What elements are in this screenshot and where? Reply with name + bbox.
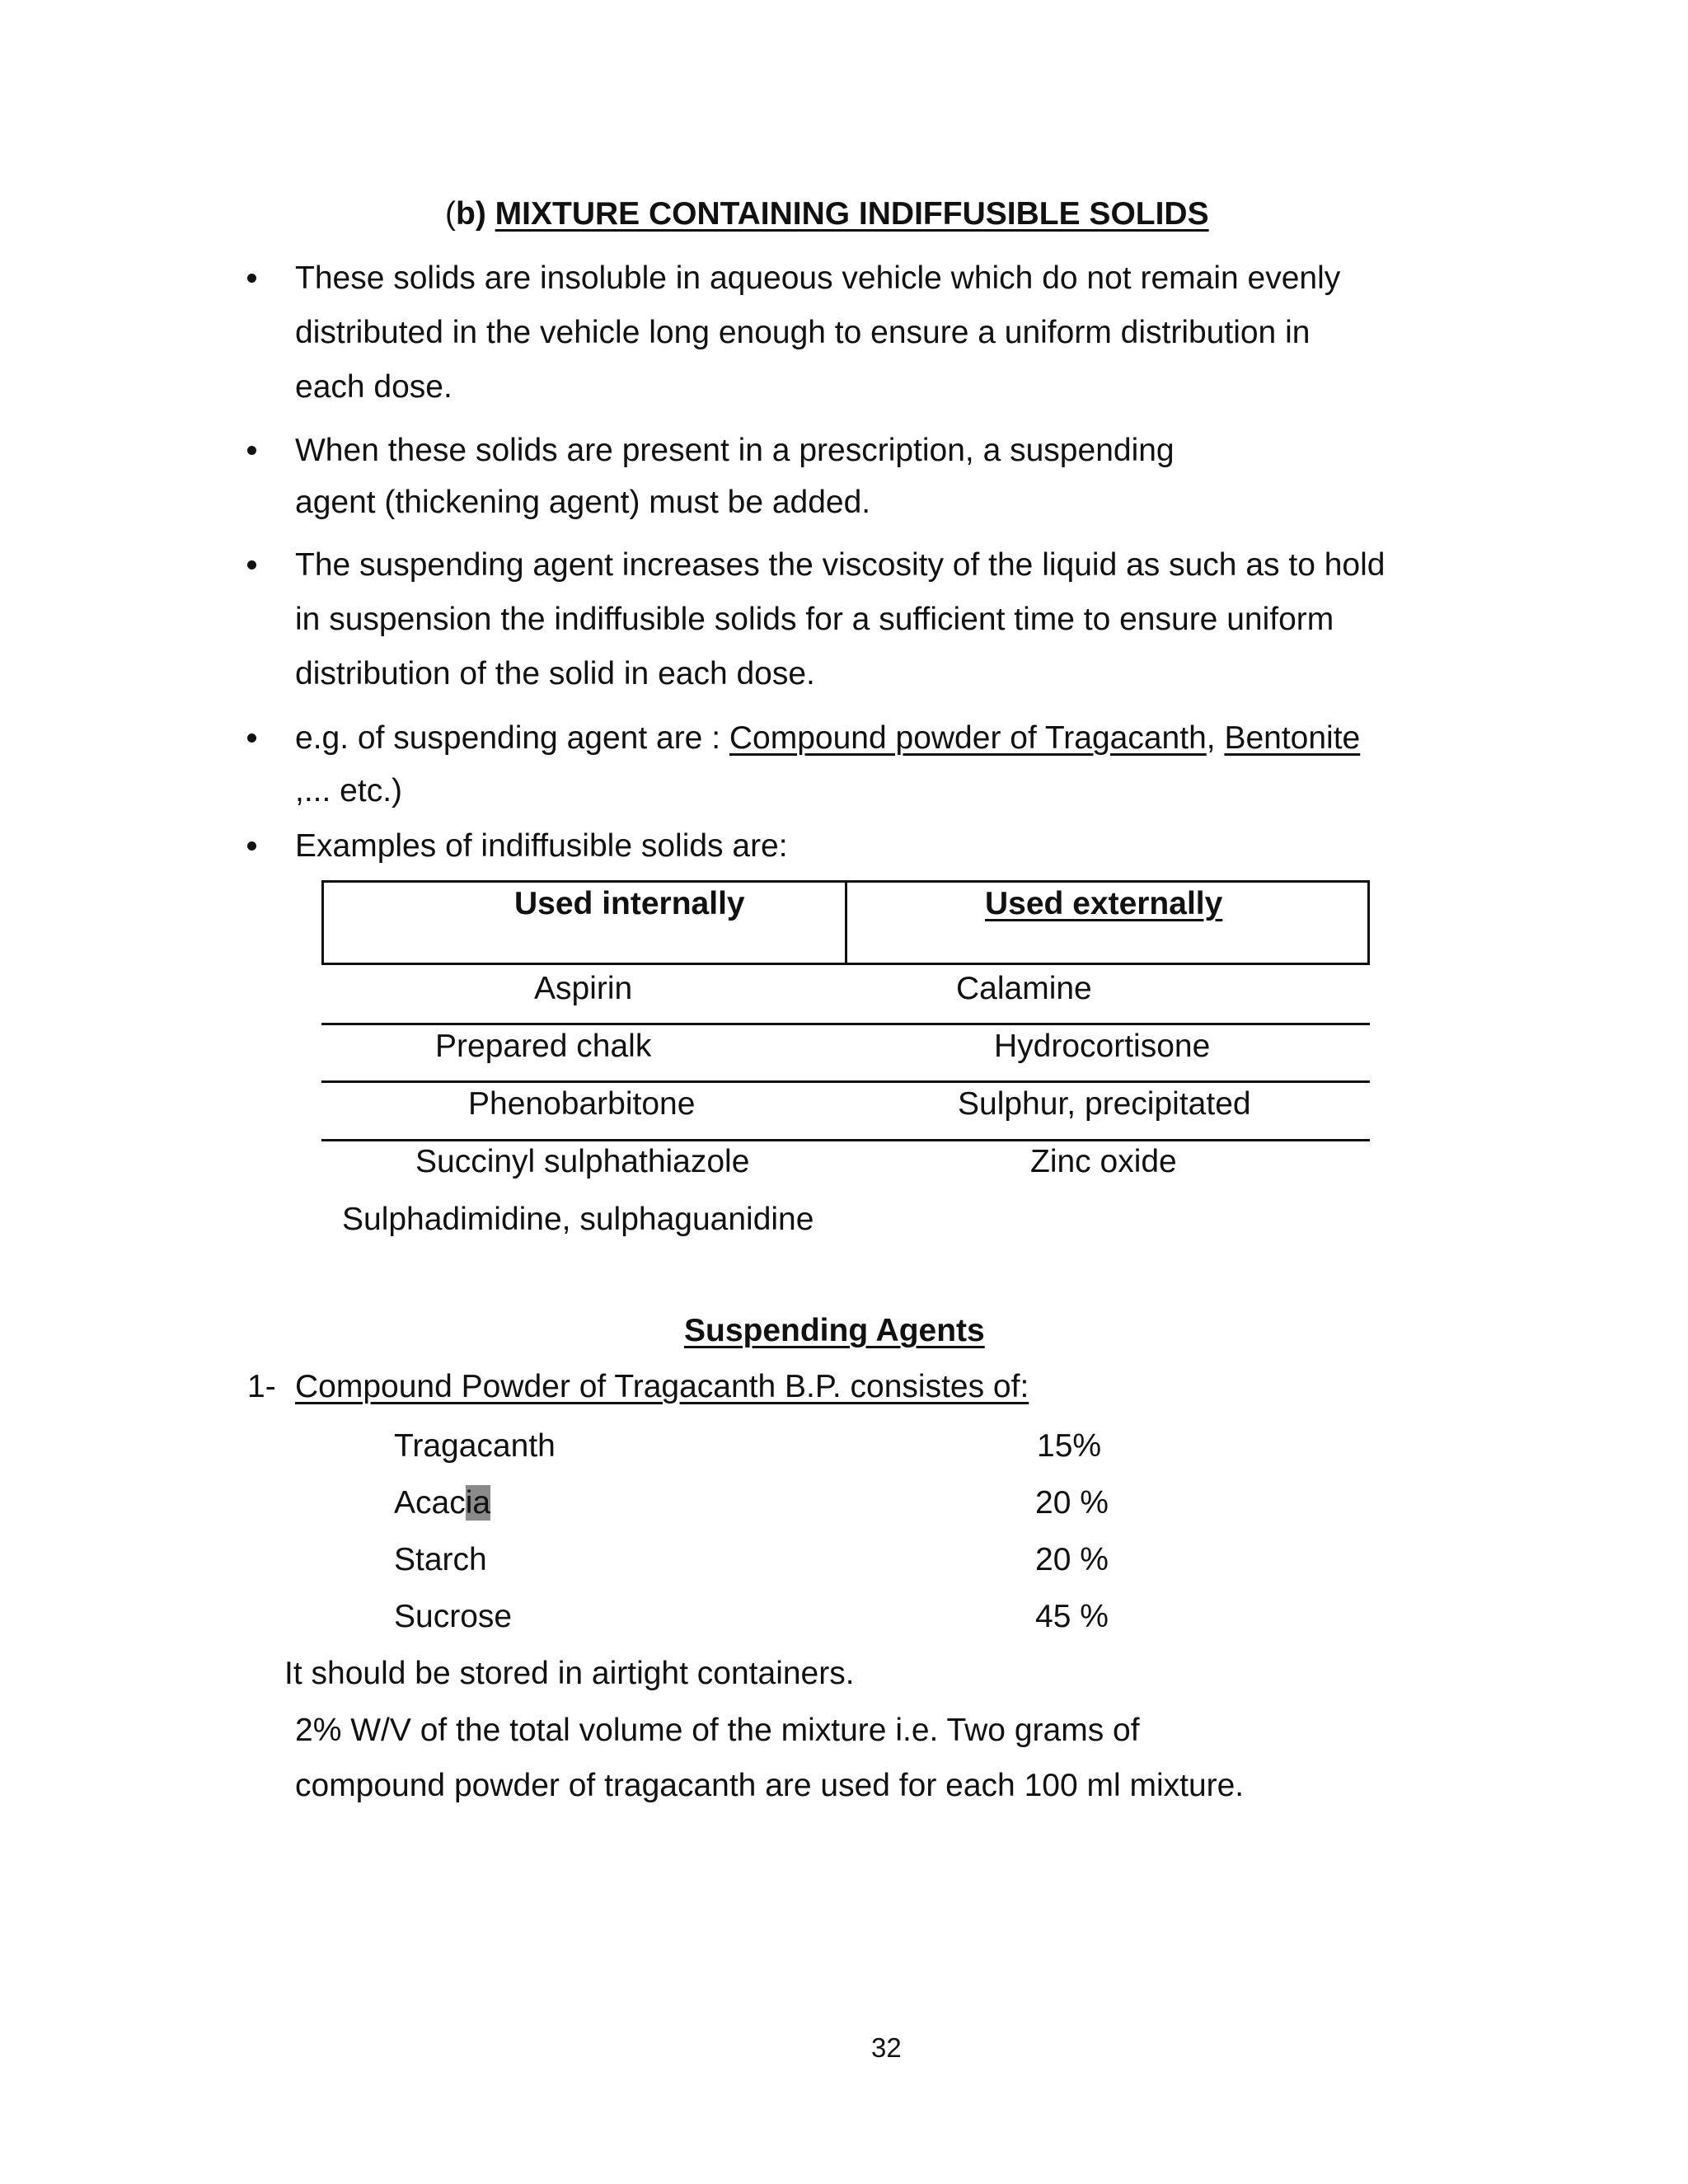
link-bentonite[interactable]: Bentonite: [1224, 720, 1361, 756]
heading-open-paren: (: [445, 196, 456, 232]
bullet-icon: [247, 841, 256, 851]
heading-close-paren: ): [475, 196, 486, 232]
link-compound-powder-tragacanth[interactable]: Compound powder of Tragacanth: [729, 720, 1207, 756]
bullet4-sep: ,: [1206, 720, 1225, 756]
usage-line1: 2% W/V of the total volume of the mixture i.e. Two grams of: [295, 1713, 1140, 1748]
bullet-icon: [247, 733, 256, 743]
table-row-divider: [321, 1080, 1370, 1083]
item1-title: Compound Powder of Tragacanth B.P. consistes of:: [295, 1369, 1029, 1404]
item1-number: 1-: [247, 1369, 276, 1404]
heading-letter: b: [456, 196, 476, 232]
table-row-divider: [321, 1139, 1370, 1141]
table-cell-external: Zinc oxide: [1030, 1144, 1177, 1179]
component-value: 45 %: [1035, 1599, 1109, 1634]
table-cell-external: Hydrocortisone: [994, 1029, 1211, 1064]
bullet1-line3: each dose.: [295, 369, 452, 405]
bullet5-line1: Examples of indiffusible solids are:: [295, 828, 788, 864]
component-name-part: Acac: [394, 1485, 466, 1521]
bullet4-line1: [295, 722, 1360, 754]
table-cell-internal: Phenobarbitone: [468, 1086, 696, 1122]
table-row-divider: [321, 1023, 1370, 1025]
bullet2-line2: agent (thickening agent) must be added.: [295, 485, 871, 520]
heading-title: MIXTURE CONTAINING INDIFFUSIBLE SOLIDS: [495, 196, 1209, 232]
suspending-agents-title: Suspending Agents: [684, 1313, 985, 1348]
table-cell-external: Calamine: [956, 971, 1092, 1006]
bullet1-line1: These solids are insoluble in aqueous vehicle which do not remain evenly: [295, 260, 1341, 296]
bullet3-line2: in suspension the indiffusible solids for a sufficient time to ensure uniform: [295, 602, 1334, 637]
component-name: Starch: [394, 1542, 487, 1577]
table-header-external: Used externally: [985, 886, 1223, 921]
selection-highlight: ia: [465, 1485, 491, 1521]
bullet1-line2: distributed in the vehicle long enough to ensure a uniform distribution in: [295, 315, 1311, 350]
section-heading: [445, 198, 1209, 230]
component-name: Sucrose: [394, 1599, 513, 1634]
table-cell-internal: Prepared chalk: [435, 1029, 652, 1064]
bullet-icon: [247, 274, 256, 283]
bullet4-line2: ,... etc.): [295, 773, 403, 808]
table-cell-internal: Succinyl sulphathiazole: [415, 1144, 750, 1179]
table-cell-external: Sulphur, precipitated: [958, 1086, 1251, 1122]
table-cell-internal: Aspirin: [534, 971, 633, 1006]
component-name: [394, 1487, 490, 1519]
component-value: 15%: [1037, 1428, 1102, 1464]
table-header-divider: [845, 880, 847, 965]
table-cell-internal: Sulphadimidine, sulphaguanidine: [342, 1202, 814, 1237]
table-header-internal: Used internally: [514, 886, 745, 921]
bullet4-lead: e.g. of suspending agent are :: [295, 720, 729, 756]
bullet2-line1: When these solids are present in a prescription, a suspending: [295, 433, 1175, 468]
component-value: 20 %: [1035, 1485, 1109, 1521]
bullet3-line1: The suspending agent increases the viscosity of the liquid as such as to hold: [295, 547, 1386, 583]
storage-note: It should be stored in airtight containers.: [284, 1656, 855, 1691]
bullet-icon: [247, 560, 256, 569]
component-value: 20 %: [1035, 1542, 1109, 1577]
page-number: 32: [871, 2032, 902, 2063]
component-name: Tragacanth: [394, 1428, 556, 1464]
bullet-icon: [247, 446, 256, 455]
usage-line2: compound powder of tragacanth are used for each 100 ml mixture.: [295, 1768, 1245, 1803]
bullet3-line3: distribution of the solid in each dose.: [295, 656, 815, 691]
